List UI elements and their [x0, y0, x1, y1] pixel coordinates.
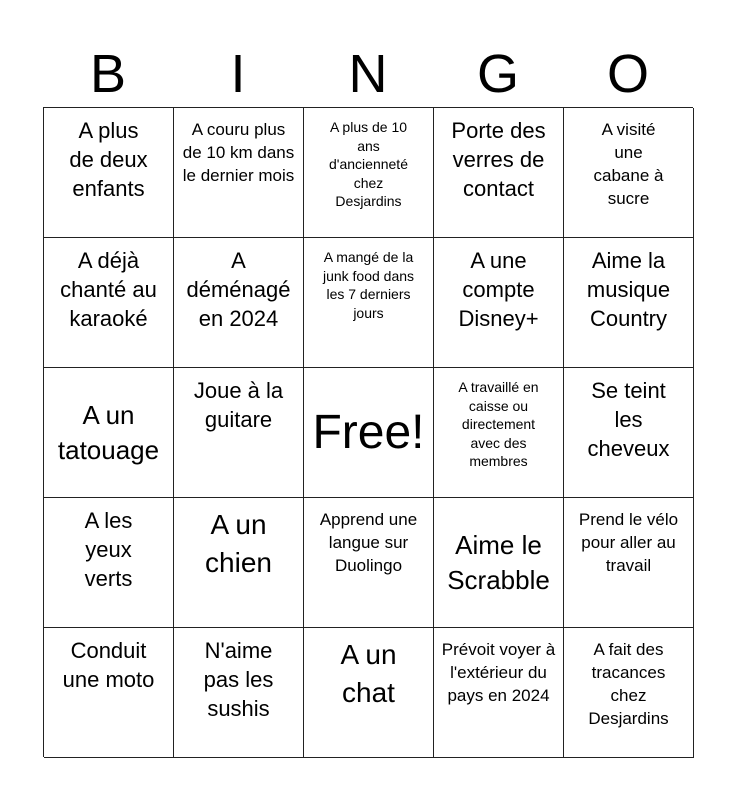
bingo-cell[interactable] — [304, 108, 434, 238]
bingo-cell[interactable] — [564, 498, 694, 628]
bingo-cell[interactable] — [434, 108, 564, 238]
bingo-cell[interactable] — [174, 498, 304, 628]
cell-text: A couru plus de 10 km dans le dernier mois — [182, 120, 295, 185]
cell-text: Se teint les cheveux — [587, 378, 670, 461]
cell-text: A déjà chanté au karaoké — [60, 248, 157, 331]
bingo-cell[interactable] — [434, 498, 564, 628]
bingo-cell[interactable] — [44, 238, 174, 368]
bingo-cell[interactable] — [174, 368, 304, 498]
header-letter-g: G — [476, 44, 519, 104]
bingo-cell[interactable] — [304, 498, 434, 628]
header-letter-b: B — [89, 44, 127, 104]
cell-text: Aime le Scrabble — [447, 529, 550, 595]
bingo-cell[interactable] — [174, 628, 304, 758]
cell-text: A mangé de la junk food dans les 7 derniers jours — [322, 249, 415, 321]
bingo-cell[interactable] — [564, 238, 694, 368]
header-letter-o: O — [606, 44, 649, 104]
cell-text: Prévoit voyer à l'extérieur du pays en 2024 — [441, 640, 556, 705]
free-space-label: Free! — [312, 405, 425, 459]
bingo-cell[interactable] — [564, 368, 694, 498]
cell-text: A un chien — [205, 509, 272, 578]
header-letter-n: N — [348, 44, 388, 104]
bingo-cell[interactable] — [174, 238, 304, 368]
cell-text: N'aime pas les sushis — [203, 638, 274, 721]
bingo-cell[interactable] — [434, 368, 564, 498]
bingo-cell[interactable] — [434, 628, 564, 758]
bingo-cell[interactable] — [434, 238, 564, 368]
cell-text: A une compte Disney+ — [458, 248, 539, 331]
bingo-header — [43, 40, 693, 108]
bingo-cell[interactable] — [304, 628, 434, 758]
cell-text: Porte des verres de contact — [451, 118, 546, 201]
cell-text: A les yeux verts — [84, 508, 133, 591]
bingo-grid — [43, 107, 693, 757]
cell-text: A déménagé en 2024 — [186, 248, 291, 331]
cell-text: Prend le vélo pour aller au travail — [578, 510, 679, 575]
bingo-cell[interactable] — [174, 108, 304, 238]
header-letter-i: I — [230, 44, 246, 104]
cell-text: A travaillé en caisse ou directement avec des membres — [458, 379, 539, 469]
bingo-cell[interactable] — [304, 238, 434, 368]
bingo-cell[interactable] — [44, 368, 174, 498]
cell-text: A visité une cabane à sucre — [593, 120, 664, 208]
cell-text: A un chat — [340, 639, 397, 708]
cell-text: A plus de 10 ans d'ancienneté chez Desjardins — [329, 119, 408, 209]
cell-text: A un tatouage — [57, 399, 160, 465]
free-space-cell[interactable] — [304, 368, 434, 498]
bingo-cell[interactable] — [44, 498, 174, 628]
cell-text: Aime la musique Country — [586, 248, 671, 331]
bingo-cell[interactable] — [44, 108, 174, 238]
cell-text: Conduit une moto — [62, 638, 155, 692]
cell-text: Joue à la guitare — [193, 378, 284, 432]
bingo-cell[interactable] — [564, 628, 694, 758]
cell-text: Apprend une langue sur Duolingo — [319, 510, 418, 575]
bingo-cell[interactable] — [564, 108, 694, 238]
cell-text: A fait des tracances chez Desjardins — [588, 640, 669, 728]
bingo-cell[interactable] — [44, 628, 174, 758]
cell-text: A plus de deux enfants — [69, 118, 148, 201]
